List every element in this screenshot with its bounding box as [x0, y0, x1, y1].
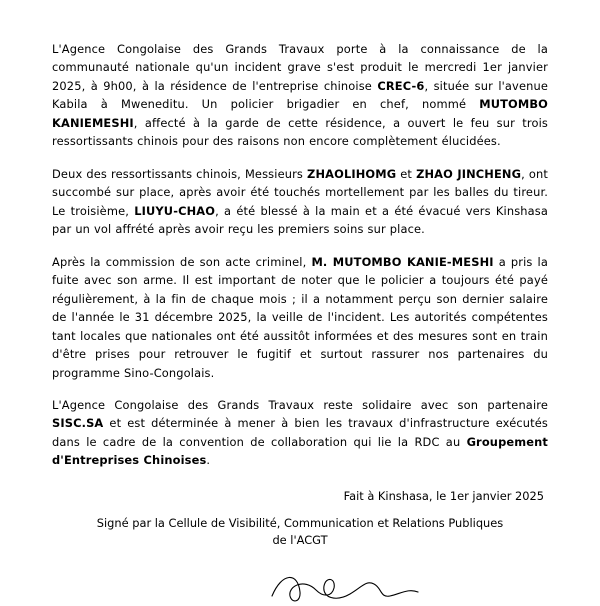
body-text: a pris la fuite avec son arme. Il est important de noter que le policier a toujours été payé régulièrement, à la fin de chaque mois ; il a notamment perçu son dernier salaire de l'année le 31 décembre 2025, la veille de l'incident. Les autorités compétentes tant locales que nationales ont été aussitôt informées et des mesures sont en train d'être prises pour retrouver le fugitif et surtout rassurer nos partenaires du programme Sino-Congolais. [52, 254, 549, 380]
paragraph-3 [52, 253, 548, 382]
body-text: et est déterminée à mener à bien les travaux d'infrastructure exécutés dans le cadre de la convention de collaboration qui lie la RDC au [52, 416, 548, 449]
body-text: et [396, 166, 417, 181]
body-text: L'Agence Congolaise des Grands Travaux reste solidaire avec son partenaire [52, 397, 548, 412]
emphasis-text: MUTOMBO KANIEMESHI [52, 97, 548, 130]
body-text: Après la commission de son acte criminel, [52, 254, 312, 269]
handwritten-signature-mark [270, 566, 420, 606]
paragraph-2 [52, 165, 548, 239]
body-text: , ont succombé sur place, après avoir été touchés mortellement par les balles du tireur. Le troisième, [52, 166, 549, 218]
signature-block [52, 515, 548, 549]
signature-line-1: Signé par la Cellule de Visibilité, Communication et Relations Publiques [96, 515, 504, 530]
emphasis-text: CREC-6 [377, 78, 425, 93]
paragraph-1 [52, 40, 548, 151]
body-text: , a été blessé à la main et a été évacué vers Kinshasa par un vol affrété après avoir reçu les premiers soins sur place. [52, 203, 548, 237]
body-text: L'Agence Congolaise des Grands Travaux porte à la connaissance de la communauté nationale qu'un incident grave s'est produit le mercredi 1er janvier 2025, à 9h00, à la résidence de l'entreprise chinoise [52, 42, 548, 93]
body-text: , affecté à la garde de cette résidence, a ouvert le feu sur trois ressortissants chinois pour des raisons non encore complètement élucidées. [52, 115, 548, 149]
body-text: , située sur l'avenue Kabila à Mweneditu. Un policier brigadier en chef, nommé [52, 78, 548, 112]
emphasis-text: ZHAOLIHOMG [307, 166, 397, 181]
emphasis-text: LIUYU-CHAO [134, 203, 216, 218]
closing-line: Fait à Kinshasa, le 1er janvier 2025 [343, 488, 544, 503]
emphasis-text: ZHAO JINCHENG [416, 166, 522, 181]
emphasis-text: M. MUTOMBO KANIE-MESHI [311, 254, 494, 269]
body-text: Deux des ressortissants chinois, Messieurs [52, 166, 308, 181]
paragraph-4 [52, 396, 548, 470]
signature-line-2: de l'ACGT [272, 533, 328, 548]
body-text: . [206, 453, 211, 468]
emphasis-text: SISC.SA [52, 416, 104, 431]
emphasis-text: Groupement d'Entreprises Chinoises [52, 434, 548, 468]
